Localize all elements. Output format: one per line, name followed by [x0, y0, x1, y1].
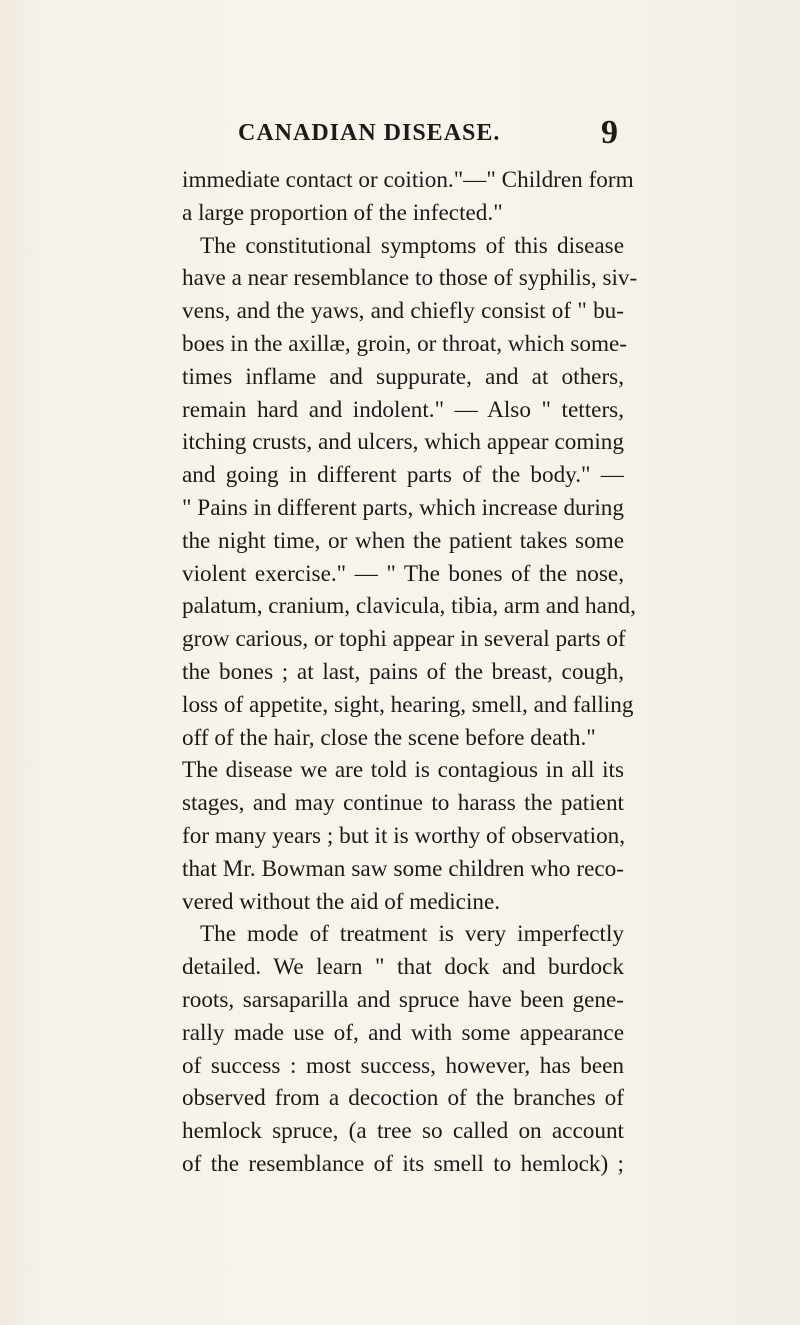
text-line: The mode of treatment is very imperfectly — [200, 921, 624, 948]
text-line: stages, and may continue to harass the patient — [182, 790, 624, 817]
text-line: have a near resemblance to those of syphilis, siv- — [182, 265, 638, 292]
text-line: detailed. We learn " that dock and burdock — [182, 954, 624, 981]
text-line: for many years ; but it is worthy of observation, — [182, 822, 626, 849]
text-line: The constitutional symptoms of this disease — [200, 232, 624, 259]
text-line: off of the hair, close the scene before death." — [182, 724, 596, 751]
body-text — [182, 164, 638, 1181]
text-line: vens, and the yaws, and chiefly consist of " bu- — [182, 298, 624, 325]
text-line: " Pains in different parts, which increase during — [182, 494, 624, 521]
text-line: rally made use of, and with some appearance — [182, 1019, 624, 1046]
text-line: palatum, cranium, clavicula, tibia, arm and hand, — [182, 593, 636, 620]
text-line: grow carious, or tophi appear in several parts of — [182, 626, 626, 653]
page-number: 9 — [601, 114, 618, 151]
running-head — [238, 114, 618, 152]
text-line: of the resemblance of its smell to hemlock) ; — [182, 1150, 624, 1177]
text-line: observed from a decoction of the branches of — [182, 1085, 624, 1112]
text-line: vered without the aid of medicine. — [182, 888, 501, 915]
text-line: a large proportion of the infected." — [182, 199, 503, 226]
text-line: that Mr. Bowman saw some children who reco- — [182, 855, 624, 882]
text-line: The disease we are told is contagious in all its — [182, 757, 624, 784]
text-line: boes in the axillæ, groin, or throat, which some- — [182, 330, 627, 357]
text-line: itching crusts, and ulcers, which appear coming — [182, 429, 624, 456]
text-line: of success : most success, however, has been — [182, 1052, 624, 1079]
text-line: loss of appetite, sight, hearing, smell, and falling — [182, 691, 634, 718]
text-line: times inflame and suppurate, and at others, — [182, 363, 624, 390]
text-line: the night time, or when the patient takes some — [182, 527, 624, 554]
text-line: remain hard and indolent." — Also " tetters, — [182, 396, 624, 423]
running-title: CANADIAN DISEASE. — [238, 120, 501, 146]
text-line: the bones ; at last, pains of the breast, cough, — [182, 658, 624, 685]
text-line: and going in different parts of the body." — — [182, 462, 624, 489]
text-line: roots, sarsaparilla and spruce have been gene- — [182, 986, 624, 1013]
text-line: immediate contact or coition."—" Children form — [182, 167, 634, 193]
text-line: hemlock spruce, (a tree so called on account — [182, 1118, 624, 1145]
text-line: violent exercise." — " The bones of the nose, — [182, 560, 624, 587]
